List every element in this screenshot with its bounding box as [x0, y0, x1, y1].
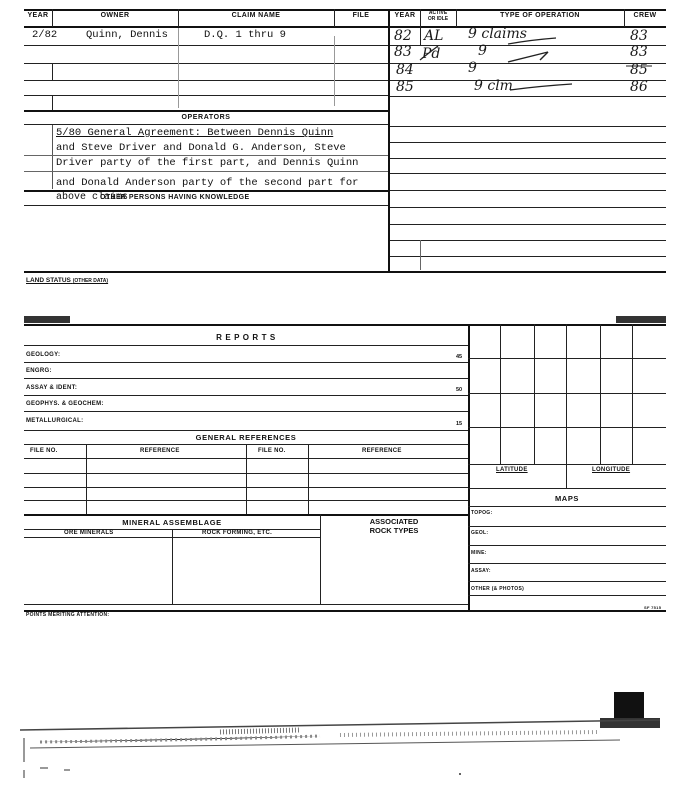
rock-forming-label: ROCK FORMING, ETC. [202, 530, 273, 536]
points-meriting-attention: POINTS MERITING ATTENTION: [26, 612, 110, 618]
reports-title: R E P O R T S [216, 333, 276, 342]
header-or-idle: OR IDLE [427, 16, 449, 22]
operators-line-3: Driver party of the first part, and Dennis Quinn [56, 157, 359, 169]
activity-type-3: 9 [468, 60, 477, 76]
report-geophys: GEOPHYS. & GEOCHEM: [26, 401, 104, 407]
operators-line-1: 5/80 General Agreement: Between Dennis Quinn [56, 127, 334, 139]
gen-ref-reference-2: REFERENCE [362, 448, 402, 454]
report-metallurgical: METALLURGICAL: [26, 418, 84, 424]
other-persons-title: OTHER PERSONS HAVING KNOWLEDGE [100, 194, 250, 201]
header-owner: OWNER [100, 12, 130, 19]
activity-type-2: 9 [478, 43, 487, 59]
scan-noise-bottom [0, 690, 678, 800]
activity-crew-4: 86 [630, 79, 648, 95]
land-status-main: LAND STATUS [26, 277, 71, 284]
activity-active-2: Pd [422, 46, 441, 62]
mineral-assemblage-title: MINERAL ASSEMBLAGE [122, 518, 222, 527]
general-references-title: GENERAL REFERENCES [195, 433, 297, 442]
header-claim-name: CLAIM NAME [231, 12, 281, 19]
activity-year-1: 82 [394, 28, 412, 44]
header-active: ACTIVE [428, 10, 448, 16]
header-year: YEAR [27, 12, 49, 19]
report-assay: ASSAY & IDENT: [26, 385, 78, 391]
header-active-or-idle [420, 10, 456, 22]
operators-line-2: and Steve Driver and Donald G. Anderson, Steve [56, 142, 346, 154]
activity-type-1: 9 claims [468, 26, 527, 42]
land-status-label [26, 277, 108, 284]
header-year-2: YEAR [394, 12, 416, 19]
maps-other: OTHER (& PHOTOS) [471, 586, 525, 592]
operators-line-4: and Donald Anderson party of the second part for [56, 177, 359, 189]
claim-year: 2/82 [32, 29, 58, 41]
longitude-label: LONGITUDE [592, 467, 631, 473]
activity-year-2: 83 [394, 44, 412, 60]
latitude-label: LATITUDE [496, 467, 528, 473]
associated-rock-types [320, 517, 468, 535]
activity-active-1: AL [424, 28, 444, 44]
gen-ref-file-no-2: FILE NO. [258, 448, 286, 454]
maps-mine: MINE: [471, 550, 487, 556]
activity-year-4: 85 [396, 79, 414, 95]
scan-mark-left [24, 316, 70, 323]
land-status-sub: (OTHER DATA) [72, 278, 109, 284]
associated-label: ASSOCIATED [369, 517, 419, 526]
report-num-50: 50 [456, 387, 463, 393]
handwriting-strokes [390, 26, 666, 98]
activity-year-3: 84 [396, 62, 414, 78]
header-type-of-operation: TYPE OF OPERATION [500, 12, 580, 19]
report-engrg: ENGRG: [26, 368, 52, 374]
scan-mark-right [616, 316, 666, 323]
header-crew: CREW [633, 12, 657, 19]
operators-title: OPERATORS [181, 114, 231, 121]
maps-geol: GEOL: [471, 530, 489, 536]
claim-owner: Quinn, Dennis [86, 29, 168, 41]
header-file: FILE [352, 12, 370, 19]
maps-topog: TOPOG: [471, 510, 493, 516]
claim-name: D.Q. 1 thru 9 [204, 29, 286, 41]
gen-ref-file-no-1: FILE NO. [30, 448, 58, 454]
activity-crew-1: 83 [630, 28, 648, 44]
maps-assay: ASSAY: [471, 568, 491, 574]
activity-type-4: 9 clm [474, 78, 513, 94]
ore-minerals-label: ORE MINERALS [64, 530, 114, 536]
activity-crew-3: 85 [630, 62, 648, 78]
operators-line-5: above claims [56, 192, 129, 203]
report-num-15: 15 [456, 421, 463, 427]
report-geology: GEOLOGY: [26, 352, 61, 358]
maps-title: MAPS [554, 494, 580, 503]
gen-ref-reference-1: REFERENCE [140, 448, 180, 454]
rock-types-label: ROCK TYPES [369, 526, 419, 535]
activity-crew-2: 83 [630, 44, 648, 60]
report-num-45: 45 [456, 354, 463, 360]
form-code: SF 7515 [644, 605, 662, 610]
